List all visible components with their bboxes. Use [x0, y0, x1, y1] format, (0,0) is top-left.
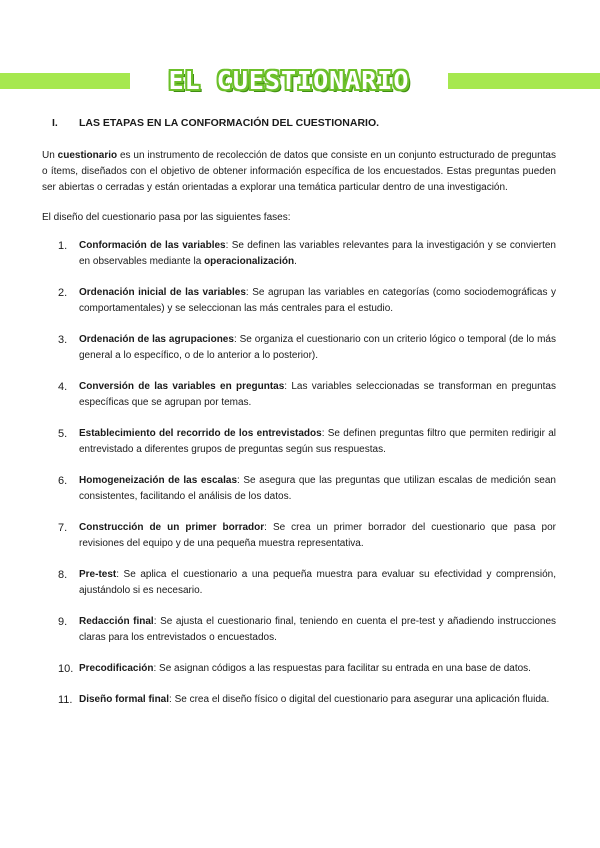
- section-heading-text: LAS ETAPAS EN LA CONFORMACIÓN DEL CUESTIONARIO.: [79, 117, 380, 129]
- intro-paragraph: [42, 148, 556, 196]
- page-title: EL CUESTIONARIO: [168, 66, 410, 95]
- step-number: 3.: [58, 334, 68, 346]
- step-text: : Se aplica el cuestionario a una pequeña muestra para evaluar su efectividad y comprensión, ajustándolo si es necesario.: [79, 569, 556, 596]
- list-item: [58, 238, 556, 270]
- list-item: [58, 614, 556, 646]
- step-number: 1.: [58, 240, 68, 252]
- step-term: Pre-test: [79, 569, 117, 580]
- step-text: : Se asignan códigos a las respuestas para facilitar su entrada en una base de datos.: [153, 663, 531, 674]
- step-term: Establecimiento del recorrido de los entrevistados: [79, 428, 322, 439]
- list-item: [58, 567, 556, 599]
- step-term-secondary: operacionalización: [204, 256, 295, 267]
- step-term: Construcción de un primer borrador: [79, 522, 265, 533]
- step-term: Diseño formal final: [79, 694, 170, 705]
- step-text: : Se definen las variables relevantes para la investigación y se convierten en observables mediante la: [79, 240, 556, 267]
- step-number: 6.: [58, 475, 68, 487]
- step-term: Homogeneización de las escalas: [79, 475, 238, 486]
- step-text: : Se crea el diseño físico o digital del cuestionario para asegurar una aplicación fluida.: [169, 694, 550, 705]
- step-text: : Se agrupan las variables en categorías (como sociodemográficas y comportamentales) y se seleccionan las más centrales para el estudio.: [79, 287, 556, 314]
- list-item: [58, 332, 556, 364]
- list-item: [58, 661, 556, 677]
- step-number: 4.: [58, 381, 68, 393]
- step-text: : Se asegura que las preguntas que utilizan escalas de medición sean consistentes, facilitando el análisis de los datos.: [79, 475, 556, 502]
- intro-post: es un instrumento de recolección de datos que consiste en un conjunto estructurado de preguntas o ítems, diseñados con el objetivo de obtener información específica de los encuestados. Estas preguntas pueden ser abiertas o cerradas y están orientadas a explorar una temática particular dentro de una investigación.: [42, 150, 556, 193]
- step-number: 11.: [58, 694, 73, 706]
- section-number: I.: [52, 117, 58, 129]
- banner-stripe-right: [448, 73, 600, 89]
- list-item: [58, 426, 556, 458]
- step-text: : Las variables seleccionadas se transforman en preguntas específicas que se agrupan por temas.: [79, 381, 556, 408]
- step-term: Conformación de las variables: [79, 240, 226, 251]
- list-item: [58, 520, 556, 552]
- list-item: [58, 379, 556, 411]
- step-number: 9.: [58, 616, 68, 628]
- step-number: 10.: [58, 663, 74, 675]
- step-number: 8.: [58, 569, 68, 581]
- step-term: Redacción final: [79, 616, 154, 627]
- step-number: 2.: [58, 287, 68, 299]
- step-text-end: .: [294, 256, 297, 267]
- step-text: : Se ajusta el cuestionario final, teniendo en cuenta el pre-test y añadiendo instrucciones claras para los entrevistados o encuestados.: [79, 616, 557, 643]
- list-item: [58, 473, 556, 505]
- intro-pre: Un: [42, 150, 58, 161]
- section-heading: [52, 117, 379, 129]
- banner-stripe-left: [0, 73, 130, 89]
- intro-term: cuestionario: [57, 150, 118, 161]
- step-term: Precodificación: [79, 663, 154, 674]
- step-number: 7.: [58, 522, 68, 534]
- list-item: [58, 692, 556, 708]
- step-term: Conversión de las variables en preguntas: [79, 381, 285, 392]
- phases-intro: El diseño del cuestionario pasa por las siguientes fases:: [42, 212, 291, 223]
- step-text: : Se organiza el cuestionario con un criterio lógico o temporal (de lo más general a lo específico, o de lo anterior a lo posterior).: [79, 334, 556, 361]
- step-term: Ordenación inicial de las variables: [79, 287, 246, 298]
- phases-list: [58, 238, 556, 708]
- step-text: : Se crea un primer borrador del cuestionario que pasa por revisiones del equipo y de una pequeña muestra representativa.: [79, 522, 557, 549]
- title-banner: [0, 68, 600, 94]
- list-item: [58, 285, 556, 317]
- step-text: : Se definen preguntas filtro que permiten redirigir al entrevistado a diferentes grupos de preguntas según sus respuestas.: [79, 428, 556, 455]
- step-term: Ordenación de las agrupaciones: [79, 334, 234, 345]
- step-number: 5.: [58, 428, 68, 440]
